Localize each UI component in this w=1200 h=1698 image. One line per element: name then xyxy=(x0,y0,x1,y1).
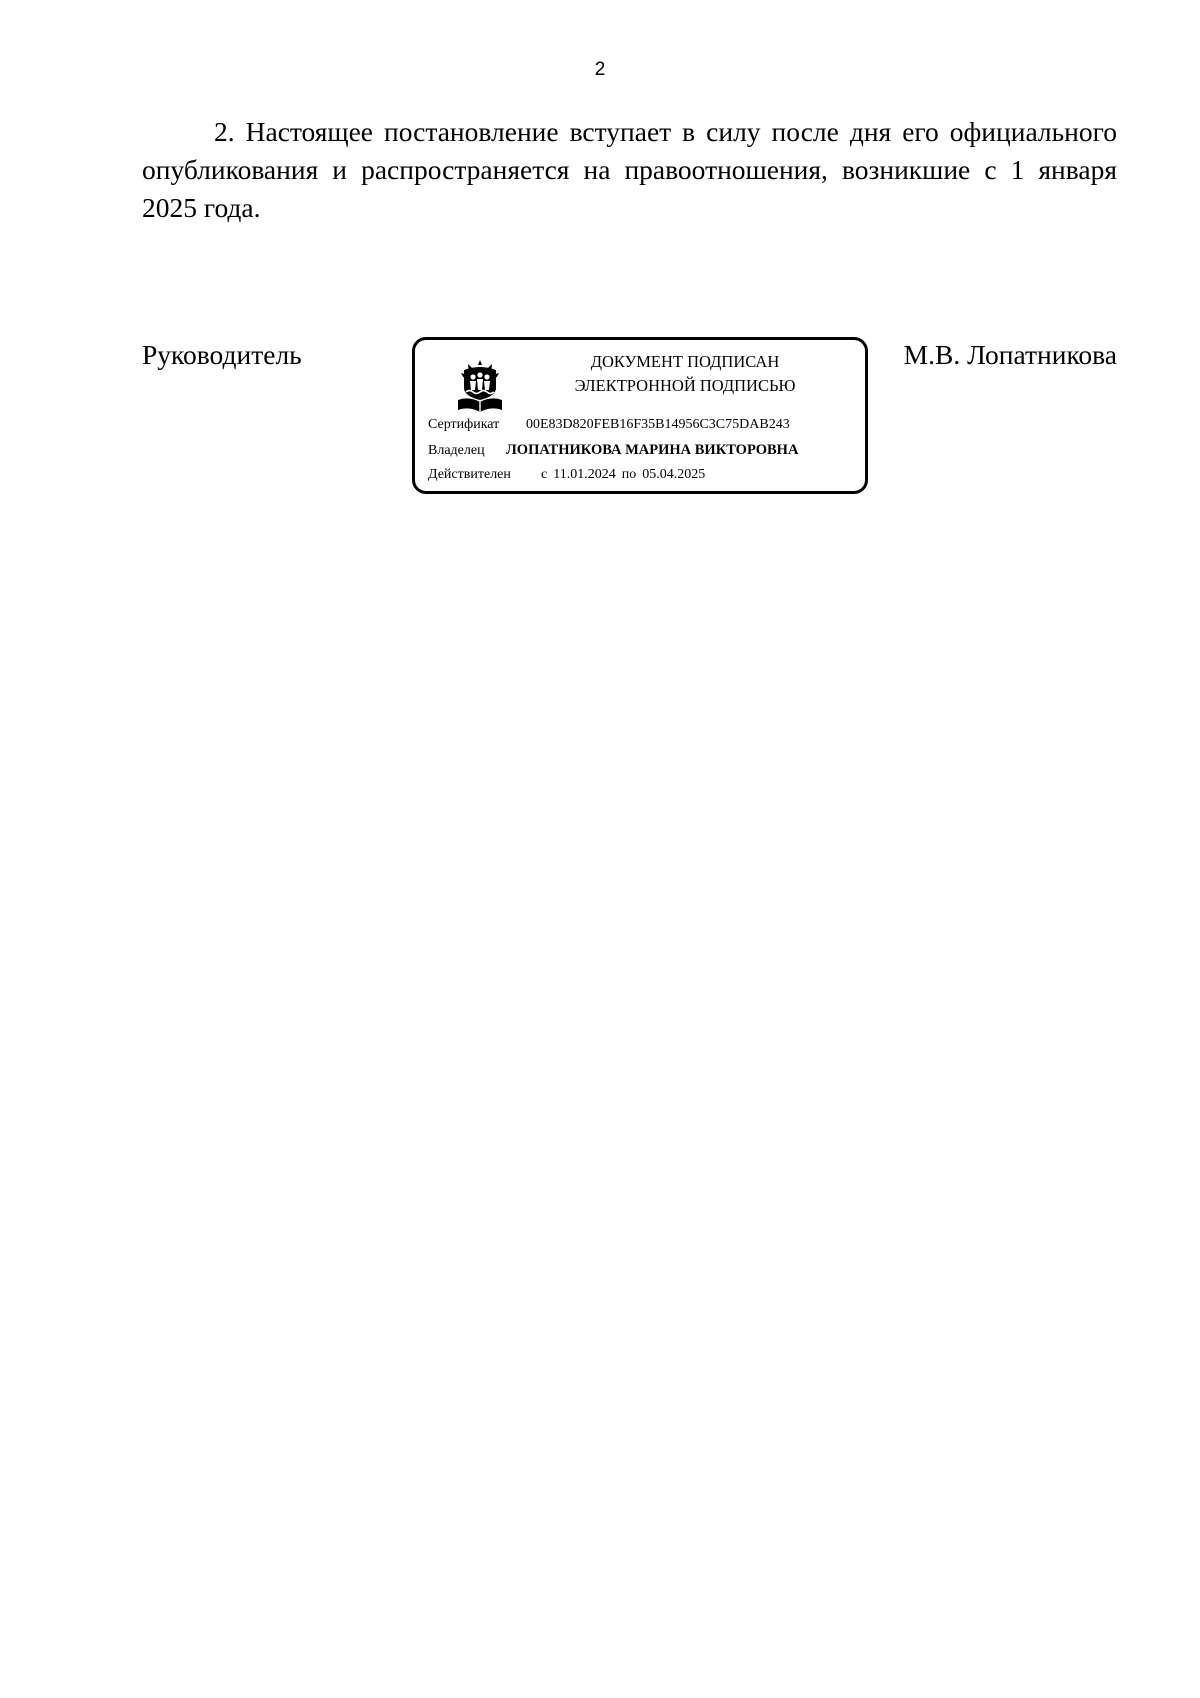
validity-row xyxy=(428,465,705,485)
body-paragraph: 2. Настоящее постановление вступает в силу после дня его официального опубликования и распространяется на правоотношения, возникшие с 1 января 2025 года. xyxy=(142,116,1117,223)
certificate-label: Сертификат xyxy=(428,417,500,432)
stamp-heading xyxy=(515,350,855,398)
coat-of-arms-icon xyxy=(454,358,506,412)
certificate-value: 00E83D820FEB16F35B14956C3C75DAB243 xyxy=(526,417,790,432)
electronic-signature-stamp xyxy=(412,337,868,494)
signer-title: Руководитель xyxy=(142,339,302,370)
validity-to-prefix: по xyxy=(621,467,637,482)
signer-name: М.В. Лопатникова xyxy=(903,339,1117,370)
validity-from-prefix: с xyxy=(541,467,548,482)
stamp-heading-line2: ЭЛЕКТРОННОЙ ПОДПИСЬЮ xyxy=(574,376,796,395)
validity-from: 11.01.2024 xyxy=(553,467,616,482)
certificate-row xyxy=(428,415,790,435)
owner-value: ЛОПАТНИКОВА МАРИНА ВИКТОРОВНА xyxy=(506,442,799,458)
owner-row xyxy=(428,440,798,461)
stamp-heading-line1: ДОКУМЕНТ ПОДПИСАН xyxy=(590,352,780,371)
owner-label: Владелец xyxy=(428,443,485,458)
validity-label: Действителен xyxy=(428,467,511,482)
page-number: 2 xyxy=(594,59,606,80)
validity-to: 05.04.2025 xyxy=(642,467,706,482)
